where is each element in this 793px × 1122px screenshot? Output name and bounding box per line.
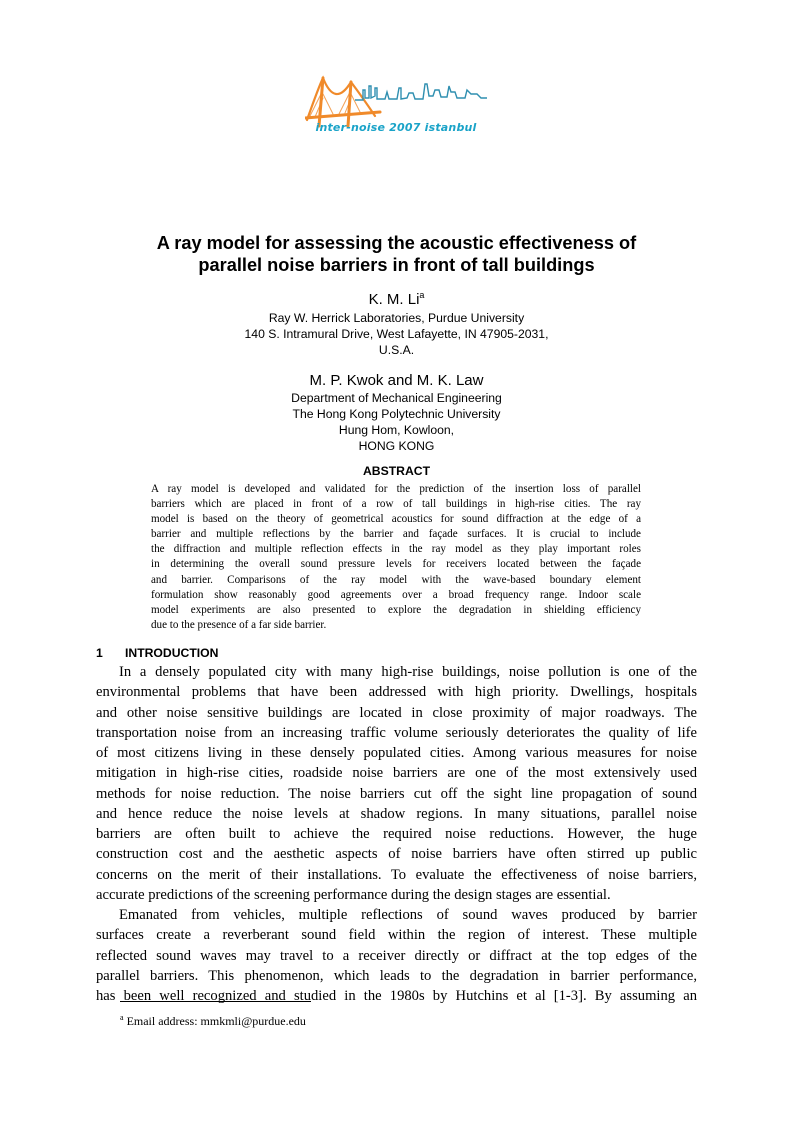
paper-title-line: A ray model for assessing the acoustic effectiveness of [156,233,637,253]
author-2-names: M. P. Kwok and M. K. Law [309,372,484,389]
skyline-icon [355,84,487,100]
bridge-icon [305,78,380,126]
abstract-body: A ray model is developed and validated for the prediction of the insertion loss of parallel barriers which are placed in front of a row of tall buildings in high-rise cities. The ray model is based on the theory of geometrical acoustics for sound diffraction at the edge of a barrier and multiple reflections by the barrier and façade surfaces. It is crucial to include the diffraction and multiple reflection effects in the ray model as they play important roles in determining the overall sound pressure levels for receivers located between the façade and barrier. Comparisons of the ray model with the wave-based boundary element formulation show reasonably good agreements over a broad frequency range. Indoor scale model experiments are also presented to explore the degradation in shielding efficiency due to the presence of a far side barrier. [151,483,641,631]
section-heading [96,646,218,660]
section-paragraph-2: Emanated from vehicles, multiple reflections of sound waves produced by barrier surfaces create a reverberant sound field within the region of interest. These multiple reflected sound waves may travel to a receiver directly or diffract at the top edges of the parallel barriers. This phenomenon, which leads to the degradation in barrier performance, has been well recognized and studied in the 1980s by Hutchins et al [1-3]. By assuming an [96,907,697,1004]
paper-title-line: parallel noise barriers in front of tall buildings [198,255,595,275]
conference-logo-text: inter-noise 2007 istanbul [315,121,477,134]
footnote [120,1014,306,1029]
author-1-name: K. M. Li$^a$ [368,290,425,308]
paper-title [96,232,697,276]
section-paragraph-1: In a densely populated city with many high-rise buildings, noise pollution is one of the environmental problems that have been addressed with high priority. Dwellings, hospitals and other noise sensitive buildings are located in close proximity of major roadways. The transportation noise from an increasing traffic volume seriously deteriorates the quality of life of most citizens living in these densely populated cities. Among various measures for noise mitigation in high-rise cities, roadside noise barriers are one of the most extensively used methods for noise reduction. The noise barriers cut off the sight line propagation of sound and hence reduce the noise levels at shadow regions. In many situations, parallel noise barriers are often built to achieve the required noise reductions. However, the huge construction cost and the aesthetic aspects of noise barriers have often stirred up public concerns on the merit of their installations. To evaluate the effectiveness of noise barriers, accurate predictions of the screening performance during the design stages are essential. [96,664,697,903]
footnote-rule [120,1001,311,1002]
footnote-marker: a [120,1013,124,1022]
footnote-text: Email address: mmkmli@purdue.edu [126,1014,306,1028]
section-title: INTRODUCTION [125,646,219,660]
author-1-affiliation: Ray W. Herrick Laboratories, Purdue University 140 S. Intramural Drive, West Lafayette, IN 47905-2031, U.S.A. [244,311,549,357]
author-2-affiliation: Department of Mechanical Engineering The Hong Kong Polytechnic University Hung Hom, Kowloon, HONG KONG [291,391,502,453]
abstract-heading: ABSTRACT [362,464,431,478]
section-number: 1 [96,646,103,660]
author-footnote-marker: a [419,290,425,300]
